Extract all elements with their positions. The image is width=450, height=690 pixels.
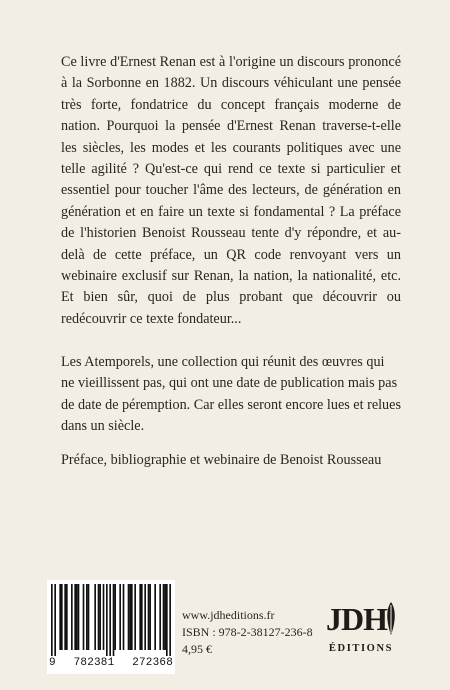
barcode-bar <box>128 584 130 650</box>
barcode-bar <box>76 584 78 650</box>
barcode-bar <box>64 584 66 650</box>
barcode-bar <box>164 584 166 650</box>
barcode-bar <box>134 584 136 650</box>
isbn-text: ISBN : 978-2-38127-236-8 <box>182 625 313 639</box>
barcode-bar <box>74 584 76 650</box>
barcode-bar <box>94 584 96 650</box>
logo-subtitle: ÉDITIONS <box>328 643 394 654</box>
barcode-bar <box>59 584 61 650</box>
blurb-text <box>61 52 401 330</box>
quill-icon <box>384 601 398 637</box>
credits-paragraph: Préface, bibliographie et webinaire de Benoist Rousseau <box>61 452 382 468</box>
barcode-bar <box>86 584 88 650</box>
barcode-bar <box>129 584 131 650</box>
barcode-bar <box>51 584 53 656</box>
barcode-bar <box>154 584 156 650</box>
barcode-bar <box>163 584 165 650</box>
publisher-info <box>182 607 313 658</box>
publisher-website: www.jdheditions.fr <box>182 608 275 622</box>
collection-description <box>61 352 401 438</box>
barcode-bar <box>78 584 80 650</box>
barcode-digits-left: 782381 <box>73 657 115 669</box>
barcode-bar <box>114 584 116 650</box>
barcode-bar <box>54 584 56 656</box>
barcode-bar <box>98 584 100 650</box>
barcode-bar <box>71 584 73 650</box>
barcode-bar <box>139 584 141 650</box>
publisher-logo <box>326 597 398 671</box>
barcode-bar <box>131 584 133 650</box>
isbn-barcode <box>47 580 175 674</box>
barcode-bar <box>109 584 111 656</box>
barcode-digits <box>47 657 175 669</box>
barcode-bar <box>88 584 90 650</box>
barcode-bar <box>66 584 68 650</box>
barcode-bar <box>123 584 125 650</box>
barcode-bar <box>144 584 146 650</box>
barcode-bars <box>51 584 171 656</box>
barcode-bar <box>61 584 63 650</box>
credits-line <box>61 450 401 471</box>
barcode-bar <box>149 584 151 650</box>
barcode-bar <box>148 584 150 650</box>
barcode-digit-prefix: 9 <box>49 657 56 669</box>
barcode-bar <box>159 584 161 650</box>
barcode-bar <box>141 584 143 650</box>
barcode-bar <box>106 584 108 656</box>
barcode-bar <box>113 584 115 656</box>
price-text: 4,95 € <box>182 642 212 656</box>
barcode-bar <box>119 584 121 650</box>
barcode-bar <box>166 584 168 656</box>
blurb-paragraph: Ce livre d'Ernest Renan est à l'origine un discours prononcé à la Sorbonne en 1882. Un discours véhiculant une pensée très forte, fondatrice du concept français moderne de nation. Pourquoi la pensée d'Ernest Renan traverse-t-elle les siècles, les modes et les courants politiques avec une telle agilité ? Qu'est-ce qui rend ce texte si particulier et essentiel pour toucher l'âme des lecteurs, de génération en génération et en faire un texte si fondamental ? La préface de l'historien Benoist Rousseau tente d'y répondre, et au-delà de cette préface, un QR code renvoyant vers un webinaire exclusif sur Renan, la nation, la nationalité, etc. Et bien sûr, quoi de plus probant que découvrir ou redécouvrir ce texte fondateur... <box>61 54 401 327</box>
barcode-bar <box>83 584 85 650</box>
logo-letters: JDH <box>326 601 387 637</box>
barcode-digits-right: 272368 <box>132 657 173 669</box>
barcode-bar <box>103 584 105 650</box>
barcode-bar <box>99 584 101 650</box>
barcode-bar <box>169 584 171 656</box>
collection-paragraph: Les Atemporels, une collection qui réunit des œuvres qui ne vieillissent pas, qui ont une date de publication mais pas de date de péremption. Car elles seront encore lues et relues dans un siècle. <box>61 354 401 435</box>
